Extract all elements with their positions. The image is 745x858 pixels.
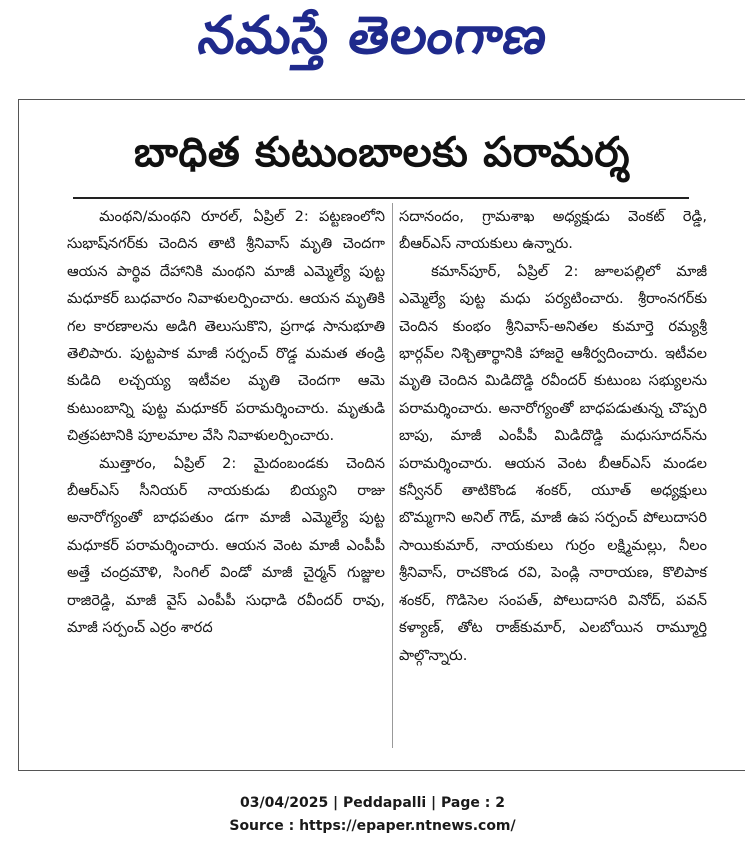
article-paragraph: సదానందం, గ్రామశాఖ అధ్యక్షుడు వెంకట్ రెడ్డి, బీఆర్‌ఎస్ నాయకులు ఉన్నారు.: [399, 208, 707, 253]
article-paragraph: ముత్తారం, ఏప్రిల్ 2: మైదంబండకు చెందిన బీఆర్‌ఎస్ సీనియర్ నాయకుడు బియ్యని రాజు అనారోగ్యంతో బాధపతుం డగా మాజీ ఎమ్మెల్యే పుట్ట మధూకర్ పరామర్శించారు. ఆయన వెంట మాజీ ఎంపీపీ అత్తే చంద్రమౌళి, సింగిల్ విండో మాజీ చైర్మన్ గుజ్జుల రాజిరెడ్డి, మాజీ వైస్ ఎంపీపీ సుధాడి రవీందర్ రావు, మాజీ సర్పంచ్ ఎర్రం శారద: [67, 454, 385, 637]
article-paragraph: మంథని/మంథని రూరల్, ఏప్రిల్ 2: పట్టణంలోని సుభాష్‌నగర్‌కు చెందిన తాటి శ్రీనివాస్ మృతి చెందగా ఆయన పార్థివ దేహానికి మంథని మాజీ ఎమ్మెల్యే పుట్ట మధూకర్ బుధవారం నివాళులర్పించారు. ఆయన మృతికి గల కారణాలను అడిగి తెలుసుకొని, ప్రగాఢ సానుభూతి తెలిపారు. పుట్టపాక మాజీ సర్పంచ్ రొడ్డ మమత తండ్రి కుడిది లచ్చయ్య ఇటీవల మృతి చెందగా ఆమె కుటుంబాన్ని పుట్ట మధూకర్ పరామర్శించారు. మృతుడి చిత్రపటానికి పూలమాల వేసి నివాళులర్పించారు.: [67, 208, 385, 445]
column-divider: [392, 203, 393, 748]
newspaper-masthead: [0, 0, 745, 82]
article-right-column: [399, 203, 707, 669]
article-headline: బాధిత కుటుంబాలకు పరామర్శ: [133, 128, 631, 176]
headline-divider: [73, 197, 689, 199]
article-left-column: [67, 203, 385, 642]
article-paragraph: కమాన్‌పూర్, ఏప్రిల్ 2: జూలపల్లిలో మాజీ ఎమ్మెల్యే పుట్ట మధు పర్యటించారు. శ్రీరాంనగర్‌కు చెందిన కుంభం శ్రీనివాస్-అనితల కుమార్తె రమ్యశ్రీ భార్గవ్‌ల నిశ్చితార్థానికి హాజరై ఆశీర్వదించారు. ఇటీవల మృతి చెందిన మిడిదొడ్డి రవీందర్ కుటుంబ సభ్యులను పరామర్శించారు. అనారోగ్యంతో బాధపడుతున్న చొప్పరి బాపు, మాజీ ఎంపీపీ మిడిదొడ్డి మధుసూదన్‌ను పరామర్శించారు. ఆయన వెంట బీఆర్‌ఎస్ మండల కన్వీనర్ తాటికొండ శంకర్, యూత్ అధ్యక్షులు బొమ్మగాని అనిల్ గౌడ్, మాజీ ఉప సర్పంచ్ పోలుదాసరి సాయికుమార్, నాయకులు గుర్రం లక్ష్మిమల్లు, నీలం శ్రీనివాస్, రాచకొండ రవి, పెండ్లి నారాయణ, కొలిపాక శంకర్, గొడిసెల సంపత్, పోలుదాసరి వినోద్, పవన్ కళ్యాణ్, తోట రాజ్‌కుమార్, ఎలబోయిన రామ్మూర్తి పాల్గొన్నారు.: [399, 262, 707, 664]
edition-info: 03/04/2025 | Peddapalli | Page : 2: [240, 795, 505, 811]
news-clipping: [18, 99, 745, 771]
masthead-title: నమస్తే తెలంగాణ: [194, 6, 552, 66]
source-link[interactable]: Source : https://epaper.ntnews.com/: [229, 818, 516, 834]
